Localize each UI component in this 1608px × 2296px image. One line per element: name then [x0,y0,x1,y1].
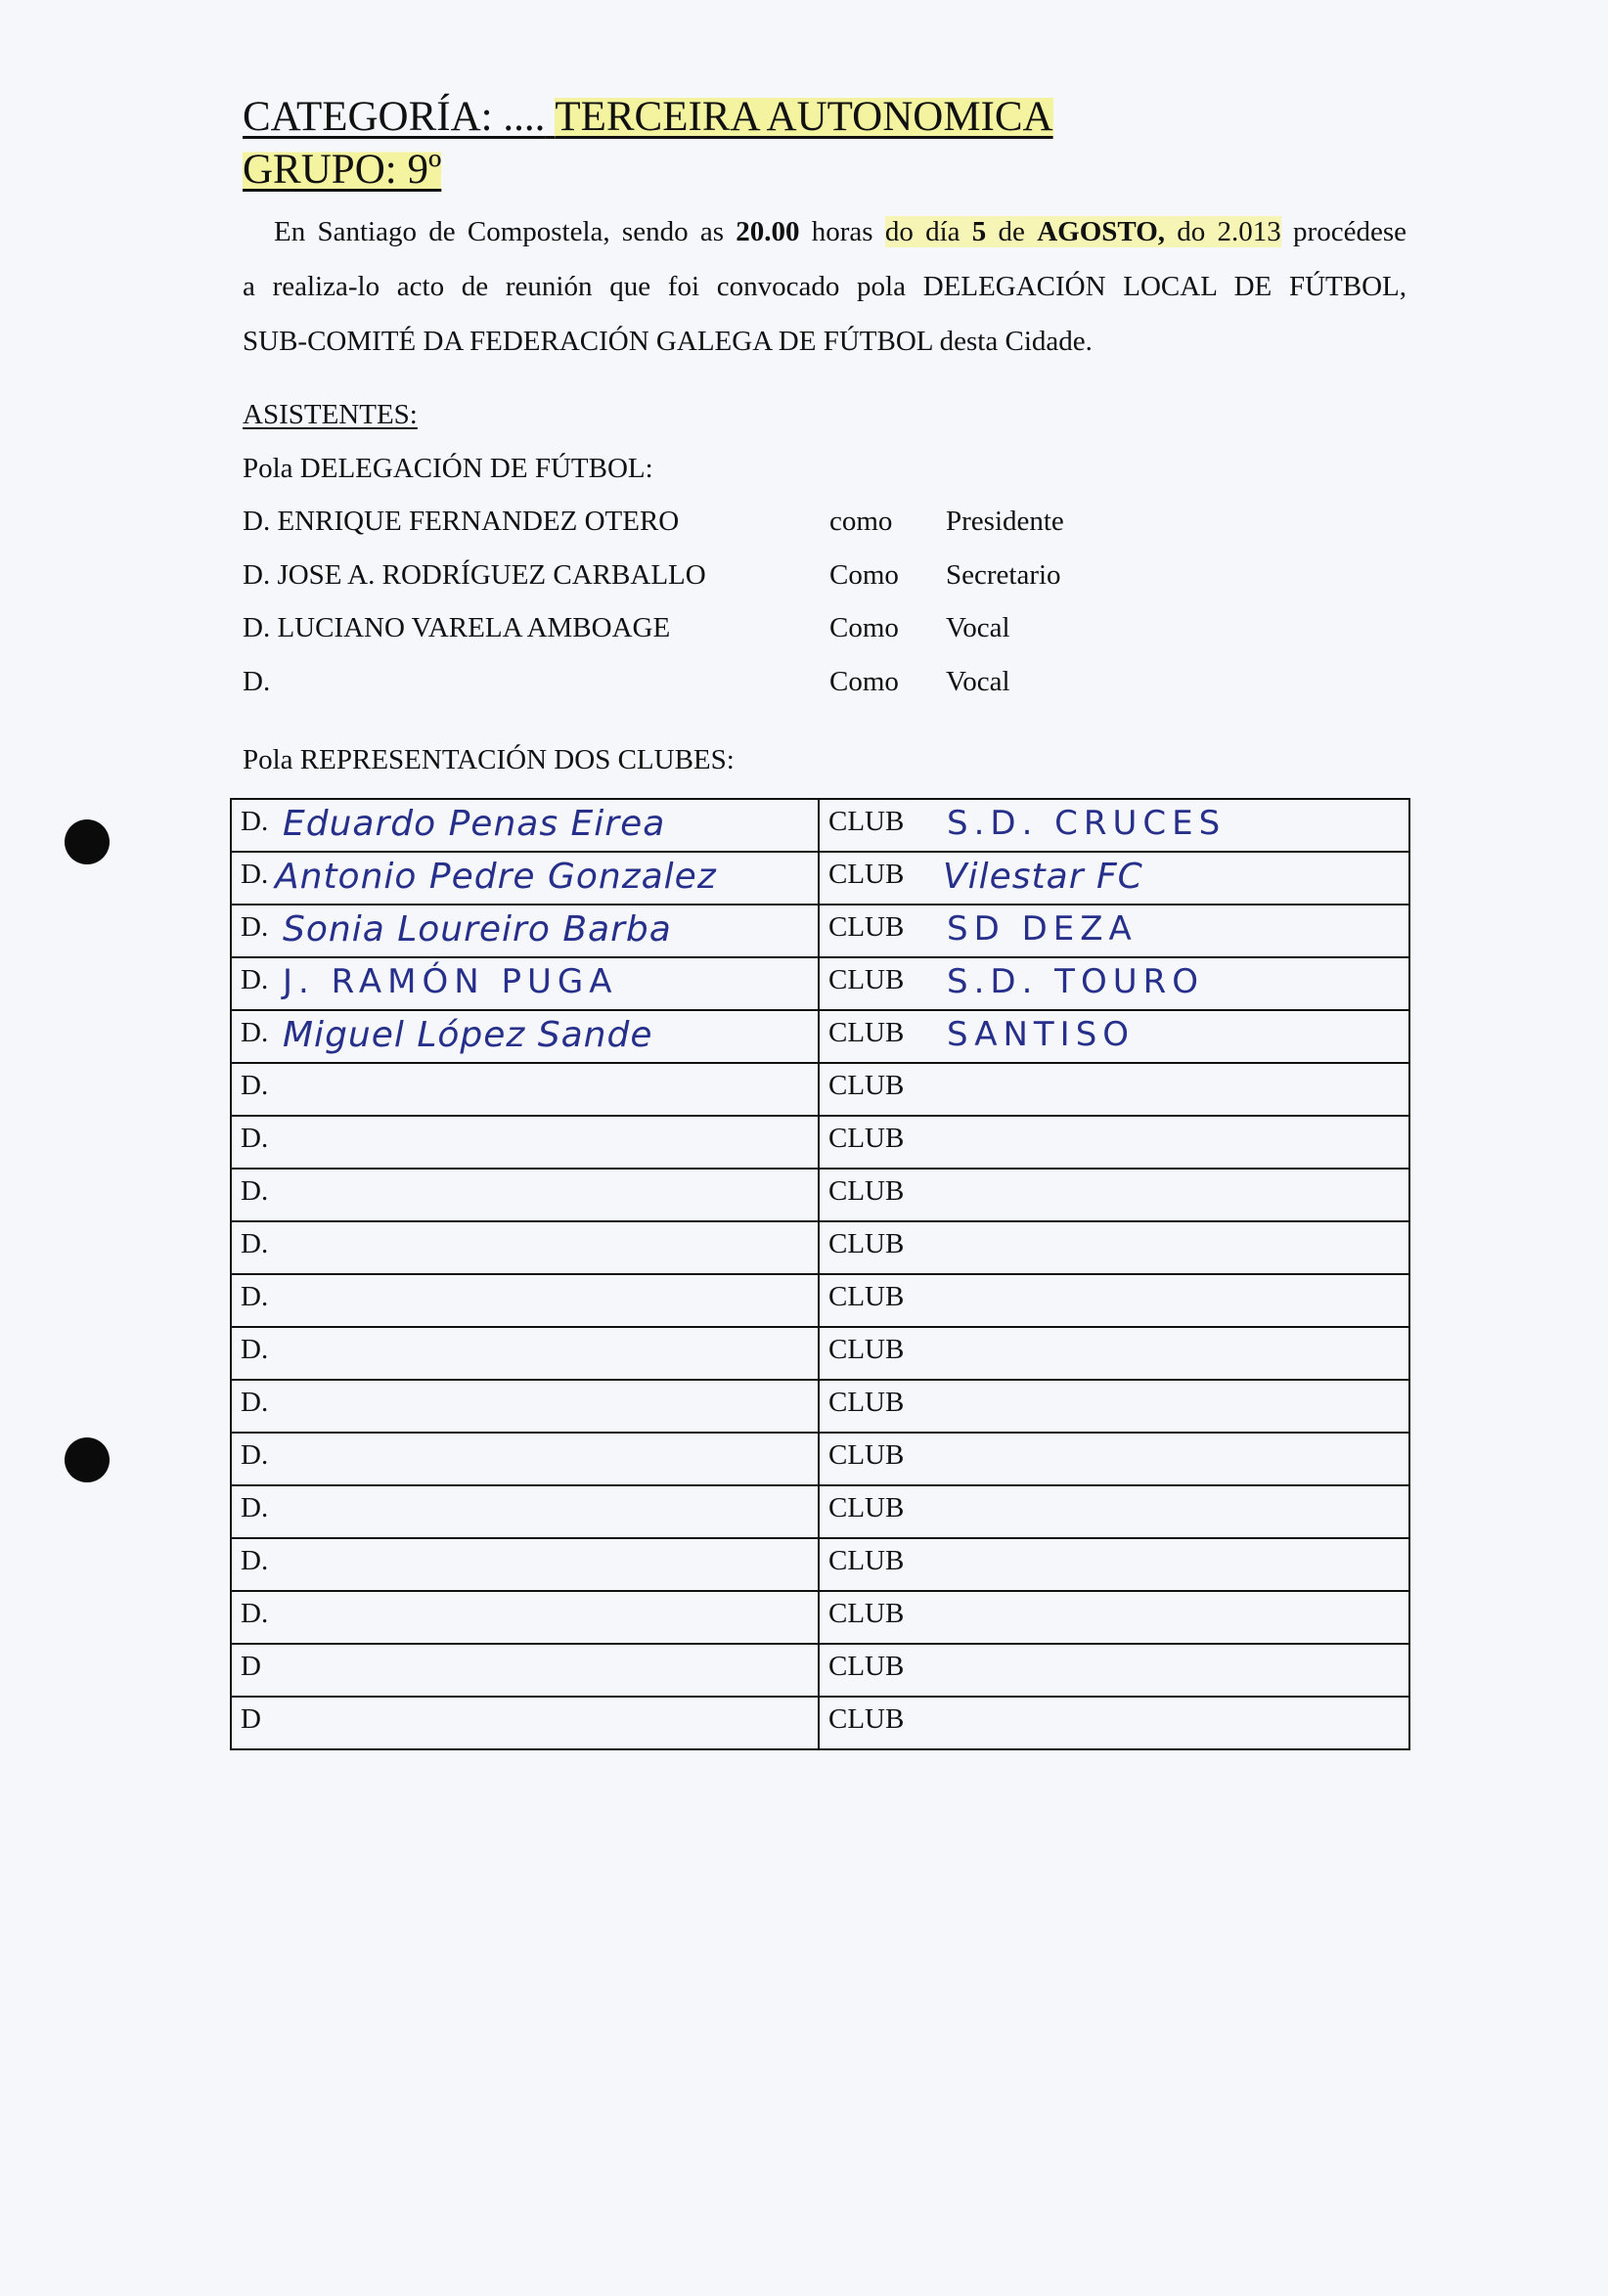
club-label: CLUB [828,1651,905,1682]
delegation-label: Pola DELEGACIÓN DE FÚTBOL: [243,453,653,484]
name-prefix: D. [241,1017,269,1048]
representative-cell[interactable] [231,1485,819,1538]
intro-text: En Santiago de Compostela, sendo as [274,216,737,247]
club-cell[interactable] [819,1433,1409,1485]
table-row [231,1433,1409,1485]
club-label: CLUB [828,1387,905,1418]
club-name: Vilestar FC [943,857,1143,897]
club-label: CLUB [828,964,905,995]
club-label: CLUB [828,1228,905,1259]
table-row [231,1327,1409,1380]
delegate-as: como [829,506,893,537]
delegate-role: Vocal [946,666,1010,697]
category-label: CATEGORÍA: .... [243,94,546,140]
table-row [231,1010,1409,1063]
name-prefix: D. [241,1175,269,1207]
intro-line-3: SUB-COMITÉ DA FEDERACIÓN GALEGA DE FÚTBOL desta Cidade. [243,326,1093,357]
representative-cell[interactable] [231,1221,819,1274]
name-prefix: D. [241,1070,269,1101]
representative-name: Sonia Loureiro Barba [283,909,672,949]
name-prefix: D. [241,1387,269,1418]
club-label: CLUB [828,1492,905,1523]
name-prefix: D. [241,1281,269,1312]
delegate-as: Como [829,666,899,697]
club-label: CLUB [828,1017,905,1048]
table-row [231,1538,1409,1591]
representative-name: Antonio Pedre Gonzalez [275,857,717,897]
table-row [231,1697,1409,1749]
name-prefix: D. [241,1123,269,1154]
delegate-role: Presidente [946,506,1064,537]
representative-cell[interactable] [231,1063,819,1116]
club-cell[interactable] [819,1485,1409,1538]
meeting-year: do 2.013 [1165,216,1281,247]
name-prefix: D. [241,1334,269,1365]
club-label: CLUB [828,1598,905,1629]
table-row [231,1169,1409,1221]
representative-cell[interactable] [231,1380,819,1433]
table-row [231,905,1409,957]
group-heading: GRUPO: 9º [243,147,442,193]
intro-paragraph [243,204,1407,369]
name-prefix: D. [241,1228,269,1259]
category-heading [243,96,1053,138]
delegate-role: Vocal [946,612,1010,643]
name-prefix: D. [241,911,269,943]
representative-cell[interactable] [231,799,819,852]
representative-cell[interactable] [231,1644,819,1697]
club-cell[interactable] [819,1538,1409,1591]
intro-line-1 [243,204,1407,259]
club-cell[interactable] [819,957,1409,1010]
table-row [231,852,1409,905]
club-name: S.D. CRUCES [947,804,1227,843]
category-value: TERCEIRA AUTONOMICA [555,94,1053,140]
representative-name: J. RAMÓN PUGA [283,962,618,1001]
representative-name: Miguel López Sande [283,1015,653,1055]
intro-text: do día [884,216,972,247]
table-row [231,1274,1409,1327]
representative-cell[interactable] [231,1433,819,1485]
meeting-month: AGOSTO, [1037,216,1166,247]
table-row [231,799,1409,852]
representative-name: Eduardo Penas Eirea [283,804,666,844]
club-cell[interactable] [819,1169,1409,1221]
representative-cell[interactable] [231,1591,819,1644]
delegate-as: Como [829,559,899,591]
club-label: CLUB [828,1123,905,1154]
club-cell[interactable] [819,852,1409,905]
name-prefix: D. [241,1545,269,1576]
table-row [231,1221,1409,1274]
meeting-day: 5 [971,216,987,247]
punch-hole [65,819,110,864]
representative-cell[interactable] [231,957,819,1010]
club-cell[interactable] [819,1010,1409,1063]
name-prefix: D [241,1651,261,1682]
table-row [231,1380,1409,1433]
club-cell[interactable] [819,1591,1409,1644]
delegate-as: Como [829,612,899,643]
representative-cell[interactable] [231,852,819,905]
table-row [231,957,1409,1010]
delegate-name: D. ENRIQUE FERNANDEZ OTERO [243,506,680,537]
club-cell[interactable] [819,905,1409,957]
representative-cell[interactable] [231,1116,819,1169]
delegate-name: D. [243,666,271,697]
table-row [231,1063,1409,1116]
representative-cell[interactable] [231,1538,819,1591]
meeting-date [885,216,1281,247]
club-label: CLUB [828,1703,905,1735]
club-cell[interactable] [819,799,1409,852]
club-label: CLUB [828,1070,905,1101]
intro-text: procédese [1280,216,1407,247]
club-cell[interactable] [819,1644,1409,1697]
club-cell[interactable] [819,1116,1409,1169]
clubs-table-body [231,799,1409,1749]
table-row [231,1644,1409,1697]
club-name: S.D. TOURO [947,962,1204,1001]
name-prefix: D. [241,859,269,890]
delegate-name: D. JOSE A. RODRÍGUEZ CARBALLO [243,559,706,591]
club-label: CLUB [828,1281,905,1312]
club-label: CLUB [828,1334,905,1365]
club-name: SD DEZA [947,909,1138,949]
name-prefix: D. [241,806,269,837]
name-prefix: D. [241,1598,269,1629]
intro-text: horas [799,216,885,247]
representative-cell[interactable] [231,1010,819,1063]
representative-cell[interactable] [231,905,819,957]
name-prefix: D. [241,964,269,995]
club-cell[interactable] [819,1221,1409,1274]
club-cell[interactable] [819,1327,1409,1380]
club-label: CLUB [828,911,905,943]
delegate-role: Secretario [946,559,1061,591]
club-cell[interactable] [819,1697,1409,1749]
club-label: CLUB [828,859,905,890]
intro-text: de [986,216,1038,247]
club-cell[interactable] [819,1380,1409,1433]
club-label: CLUB [828,806,905,837]
club-name: SANTISO [947,1015,1136,1054]
name-prefix: D. [241,1439,269,1471]
club-label: CLUB [828,1545,905,1576]
delegate-name: D. LUCIANO VARELA AMBOAGE [243,612,671,643]
clubs-label: Pola REPRESENTACIÓN DOS CLUBES: [243,744,735,775]
meeting-time: 20.00 [736,216,800,247]
clubs-table [230,798,1410,1750]
club-cell[interactable] [819,1063,1409,1116]
representative-cell[interactable] [231,1327,819,1380]
intro-line-2: a realiza-lo acto de reunión que foi convocado pola DELEGACIÓN LOCAL DE FÚTBOL, [243,271,1407,302]
name-prefix: D [241,1703,261,1735]
club-label: CLUB [828,1175,905,1207]
club-cell[interactable] [819,1274,1409,1327]
punch-hole [65,1437,110,1482]
club-label: CLUB [828,1439,905,1471]
representative-cell[interactable] [231,1169,819,1221]
name-prefix: D. [241,1492,269,1523]
table-row [231,1485,1409,1538]
attendees-heading: ASISTENTES: [243,399,418,430]
representative-cell[interactable] [231,1274,819,1327]
representative-cell[interactable] [231,1697,819,1749]
table-row [231,1591,1409,1644]
table-row [231,1116,1409,1169]
